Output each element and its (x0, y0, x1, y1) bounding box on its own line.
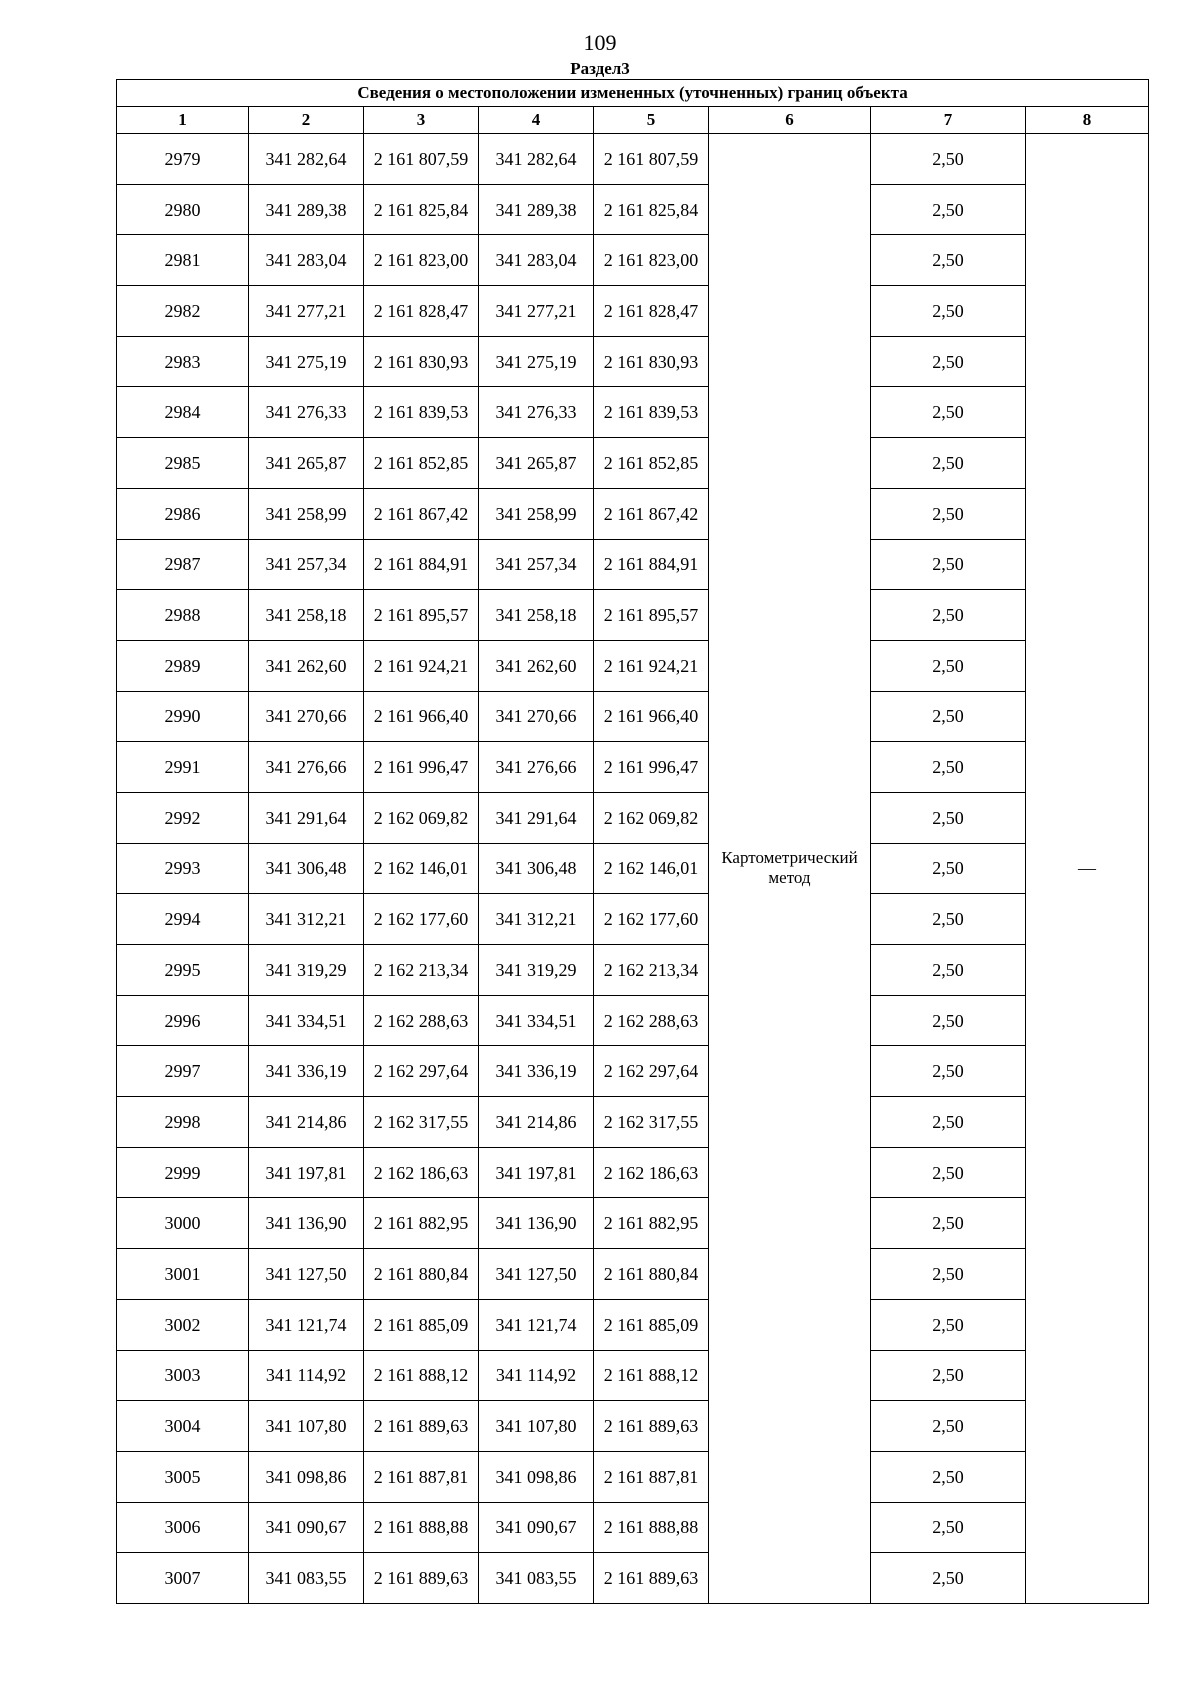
accuracy-cell: 2,50 (871, 894, 1026, 945)
accuracy-cell: 2,50 (871, 286, 1026, 337)
x-coordinate-cell: 341 262,60 (249, 640, 364, 691)
x-coordinate-cell: 341 291,64 (479, 792, 594, 843)
y-coordinate-cell: 2 161 888,12 (364, 1350, 479, 1401)
x-coordinate-cell: 341 277,21 (479, 286, 594, 337)
table-row (117, 1249, 1149, 1300)
table-row (117, 691, 1149, 742)
y-coordinate-cell: 2 162 186,63 (594, 1147, 709, 1198)
accuracy-cell: 2,50 (871, 995, 1026, 1046)
y-coordinate-cell: 2 162 069,82 (594, 792, 709, 843)
table-row (117, 1350, 1149, 1401)
x-coordinate-cell: 341 336,19 (249, 1046, 364, 1097)
accuracy-cell: 2,50 (871, 1299, 1026, 1350)
y-coordinate-cell: 2 161 924,21 (594, 640, 709, 691)
point-number-cell: 2985 (117, 438, 249, 489)
y-coordinate-cell: 2 161 887,81 (364, 1451, 479, 1502)
section-title: Раздел3 (570, 59, 630, 78)
y-coordinate-cell: 2 161 807,59 (364, 134, 479, 185)
table-row (117, 742, 1149, 793)
point-number-cell: 2982 (117, 286, 249, 337)
x-coordinate-cell: 341 289,38 (479, 184, 594, 235)
table-row (117, 539, 1149, 590)
y-coordinate-cell: 2 161 823,00 (364, 235, 479, 286)
table-title: Сведения о местоположении измененных (уточненных) границ объекта (117, 80, 1149, 107)
table-row (117, 945, 1149, 996)
accuracy-cell: 2,50 (871, 1147, 1026, 1198)
point-number-cell: 3004 (117, 1401, 249, 1452)
x-coordinate-cell: 341 114,92 (249, 1350, 364, 1401)
y-coordinate-cell: 2 161 996,47 (364, 742, 479, 793)
table-row (117, 792, 1149, 843)
x-coordinate-cell: 341 312,21 (479, 894, 594, 945)
y-coordinate-cell: 2 161 966,40 (364, 691, 479, 742)
point-number-cell: 2997 (117, 1046, 249, 1097)
accuracy-cell: 2,50 (871, 792, 1026, 843)
accuracy-cell: 2,50 (871, 235, 1026, 286)
x-coordinate-cell: 341 312,21 (249, 894, 364, 945)
y-coordinate-cell: 2 161 825,84 (594, 184, 709, 235)
x-coordinate-cell: 341 289,38 (249, 184, 364, 235)
table-row (117, 640, 1149, 691)
y-coordinate-cell: 2 161 852,85 (594, 438, 709, 489)
y-coordinate-cell: 2 162 317,55 (594, 1097, 709, 1148)
column-header: 4 (479, 107, 594, 134)
y-coordinate-cell: 2 161 825,84 (364, 184, 479, 235)
point-number-cell: 2981 (117, 235, 249, 286)
point-number-cell: 2995 (117, 945, 249, 996)
y-coordinate-cell: 2 161 888,12 (594, 1350, 709, 1401)
table-title-row (117, 80, 1149, 107)
y-coordinate-cell: 2 161 823,00 (594, 235, 709, 286)
x-coordinate-cell: 341 336,19 (479, 1046, 594, 1097)
table-row (117, 387, 1149, 438)
point-number-cell: 2991 (117, 742, 249, 793)
y-coordinate-cell: 2 161 885,09 (594, 1299, 709, 1350)
point-number-cell: 2987 (117, 539, 249, 590)
column-header: 6 (709, 107, 871, 134)
accuracy-cell: 2,50 (871, 1401, 1026, 1452)
x-coordinate-cell: 341 283,04 (249, 235, 364, 286)
x-coordinate-cell: 341 306,48 (479, 843, 594, 894)
column-header: 1 (117, 107, 249, 134)
y-coordinate-cell: 2 161 895,57 (594, 590, 709, 641)
y-coordinate-cell: 2 162 177,60 (594, 894, 709, 945)
y-coordinate-cell: 2 161 867,42 (364, 488, 479, 539)
accuracy-cell: 2,50 (871, 1249, 1026, 1300)
point-number-cell: 3000 (117, 1198, 249, 1249)
table-row (117, 843, 1149, 894)
y-coordinate-cell: 2 162 297,64 (594, 1046, 709, 1097)
y-coordinate-cell: 2 162 288,63 (364, 995, 479, 1046)
x-coordinate-cell: 341 334,51 (479, 995, 594, 1046)
x-coordinate-cell: 341 291,64 (249, 792, 364, 843)
x-coordinate-cell: 341 136,90 (249, 1198, 364, 1249)
accuracy-cell: 2,50 (871, 1350, 1026, 1401)
y-coordinate-cell: 2 161 839,53 (364, 387, 479, 438)
y-coordinate-cell: 2 161 828,47 (594, 286, 709, 337)
x-coordinate-cell: 341 090,67 (249, 1502, 364, 1553)
accuracy-cell: 2,50 (871, 438, 1026, 489)
x-coordinate-cell: 341 090,67 (479, 1502, 594, 1553)
x-coordinate-cell: 341 283,04 (479, 235, 594, 286)
table-body (117, 134, 1149, 1604)
point-number-cell: 3001 (117, 1249, 249, 1300)
accuracy-cell: 2,50 (871, 539, 1026, 590)
point-number-cell: 2996 (117, 995, 249, 1046)
table-row (117, 488, 1149, 539)
point-number-cell: 2989 (117, 640, 249, 691)
x-coordinate-cell: 341 306,48 (249, 843, 364, 894)
x-coordinate-cell: 341 270,66 (479, 691, 594, 742)
point-number-cell: 2980 (117, 184, 249, 235)
x-coordinate-cell: 341 197,81 (249, 1147, 364, 1198)
accuracy-cell: 2,50 (871, 590, 1026, 641)
x-coordinate-cell: 341 275,19 (249, 336, 364, 387)
x-coordinate-cell: 341 282,64 (249, 134, 364, 185)
table-row (117, 1502, 1149, 1553)
y-coordinate-cell: 2 162 317,55 (364, 1097, 479, 1148)
table-row (117, 336, 1149, 387)
x-coordinate-cell: 341 276,66 (249, 742, 364, 793)
point-number-cell: 2990 (117, 691, 249, 742)
y-coordinate-cell: 2 161 852,85 (364, 438, 479, 489)
y-coordinate-cell: 2 161 880,84 (594, 1249, 709, 1300)
x-coordinate-cell: 341 083,55 (479, 1553, 594, 1604)
x-coordinate-cell: 341 121,74 (479, 1299, 594, 1350)
y-coordinate-cell: 2 162 186,63 (364, 1147, 479, 1198)
y-coordinate-cell: 2 161 807,59 (594, 134, 709, 185)
point-number-cell: 3007 (117, 1553, 249, 1604)
x-coordinate-cell: 341 258,99 (249, 488, 364, 539)
table-row (117, 590, 1149, 641)
table-row (117, 1553, 1149, 1604)
column-header: 7 (871, 107, 1026, 134)
x-coordinate-cell: 341 257,34 (479, 539, 594, 590)
x-coordinate-cell: 341 127,50 (479, 1249, 594, 1300)
y-coordinate-cell: 2 161 895,57 (364, 590, 479, 641)
x-coordinate-cell: 341 083,55 (249, 1553, 364, 1604)
x-coordinate-cell: 341 214,86 (249, 1097, 364, 1148)
y-coordinate-cell: 2 161 889,63 (364, 1553, 479, 1604)
method-cell: Картометрический метод (709, 134, 871, 1604)
coordinates-table (116, 79, 1149, 1604)
table-row (117, 995, 1149, 1046)
accuracy-cell: 2,50 (871, 945, 1026, 996)
column-header-row (117, 107, 1149, 134)
table-row (117, 286, 1149, 337)
y-coordinate-cell: 2 161 889,63 (594, 1553, 709, 1604)
point-number-cell: 3005 (117, 1451, 249, 1502)
y-coordinate-cell: 2 162 146,01 (364, 843, 479, 894)
y-coordinate-cell: 2 161 839,53 (594, 387, 709, 438)
x-coordinate-cell: 341 276,66 (479, 742, 594, 793)
accuracy-cell: 2,50 (871, 1046, 1026, 1097)
x-coordinate-cell: 341 107,80 (479, 1401, 594, 1452)
x-coordinate-cell: 341 319,29 (249, 945, 364, 996)
point-number-cell: 2994 (117, 894, 249, 945)
y-coordinate-cell: 2 161 924,21 (364, 640, 479, 691)
table-row (117, 134, 1149, 185)
x-coordinate-cell: 341 114,92 (479, 1350, 594, 1401)
y-coordinate-cell: 2 162 177,60 (364, 894, 479, 945)
y-coordinate-cell: 2 162 297,64 (364, 1046, 479, 1097)
table-row (117, 235, 1149, 286)
accuracy-cell: 2,50 (871, 1451, 1026, 1502)
y-coordinate-cell: 2 161 885,09 (364, 1299, 479, 1350)
y-coordinate-cell: 2 161 828,47 (364, 286, 479, 337)
accuracy-cell: 2,50 (871, 488, 1026, 539)
point-number-cell: 3003 (117, 1350, 249, 1401)
x-coordinate-cell: 341 270,66 (249, 691, 364, 742)
accuracy-cell: 2,50 (871, 134, 1026, 185)
y-coordinate-cell: 2 161 888,88 (364, 1502, 479, 1553)
accuracy-cell: 2,50 (871, 184, 1026, 235)
point-number-cell: 2992 (117, 792, 249, 843)
page-number: 109 (583, 30, 617, 55)
y-coordinate-cell: 2 162 069,82 (364, 792, 479, 843)
x-coordinate-cell: 341 276,33 (479, 387, 594, 438)
column-header: 3 (364, 107, 479, 134)
x-coordinate-cell: 341 258,18 (249, 590, 364, 641)
x-coordinate-cell: 341 214,86 (479, 1097, 594, 1148)
column-header: 2 (249, 107, 364, 134)
point-number-cell: 2984 (117, 387, 249, 438)
y-coordinate-cell: 2 161 884,91 (594, 539, 709, 590)
table-row (117, 1299, 1149, 1350)
x-coordinate-cell: 341 258,18 (479, 590, 594, 641)
accuracy-cell: 2,50 (871, 843, 1026, 894)
y-coordinate-cell: 2 161 889,63 (594, 1401, 709, 1452)
point-number-cell: 2993 (117, 843, 249, 894)
x-coordinate-cell: 341 265,87 (479, 438, 594, 489)
y-coordinate-cell: 2 161 882,95 (364, 1198, 479, 1249)
table-row (117, 1147, 1149, 1198)
table-row (117, 1046, 1149, 1097)
table-row (117, 894, 1149, 945)
y-coordinate-cell: 2 161 887,81 (594, 1451, 709, 1502)
accuracy-cell: 2,50 (871, 1553, 1026, 1604)
y-coordinate-cell: 2 162 213,34 (364, 945, 479, 996)
x-coordinate-cell: 341 107,80 (249, 1401, 364, 1452)
accuracy-cell: 2,50 (871, 691, 1026, 742)
point-number-cell: 2983 (117, 336, 249, 387)
point-number-cell: 2979 (117, 134, 249, 185)
table-row (117, 438, 1149, 489)
accuracy-cell: 2,50 (871, 1198, 1026, 1249)
x-coordinate-cell: 341 277,21 (249, 286, 364, 337)
table-row (117, 184, 1149, 235)
y-coordinate-cell: 2 161 966,40 (594, 691, 709, 742)
x-coordinate-cell: 341 276,33 (249, 387, 364, 438)
x-coordinate-cell: 341 334,51 (249, 995, 364, 1046)
point-number-cell: 2988 (117, 590, 249, 641)
table-row (117, 1401, 1149, 1452)
x-coordinate-cell: 341 098,86 (249, 1451, 364, 1502)
point-number-cell: 2998 (117, 1097, 249, 1148)
x-coordinate-cell: 341 197,81 (479, 1147, 594, 1198)
x-coordinate-cell: 341 127,50 (249, 1249, 364, 1300)
accuracy-cell: 2,50 (871, 640, 1026, 691)
y-coordinate-cell: 2 162 146,01 (594, 843, 709, 894)
x-coordinate-cell: 341 121,74 (249, 1299, 364, 1350)
y-coordinate-cell: 2 161 889,63 (364, 1401, 479, 1452)
point-number-cell: 2999 (117, 1147, 249, 1198)
y-coordinate-cell: 2 161 996,47 (594, 742, 709, 793)
x-coordinate-cell: 341 282,64 (479, 134, 594, 185)
y-coordinate-cell: 2 162 288,63 (594, 995, 709, 1046)
point-number-cell: 3006 (117, 1502, 249, 1553)
y-coordinate-cell: 2 161 830,93 (594, 336, 709, 387)
x-coordinate-cell: 341 265,87 (249, 438, 364, 489)
table-row (117, 1097, 1149, 1148)
y-coordinate-cell: 2 161 888,88 (594, 1502, 709, 1553)
accuracy-cell: 2,50 (871, 1097, 1026, 1148)
y-coordinate-cell: 2 162 213,34 (594, 945, 709, 996)
x-coordinate-cell: 341 319,29 (479, 945, 594, 996)
y-coordinate-cell: 2 161 867,42 (594, 488, 709, 539)
y-coordinate-cell: 2 161 830,93 (364, 336, 479, 387)
point-number-cell: 3002 (117, 1299, 249, 1350)
x-coordinate-cell: 341 257,34 (249, 539, 364, 590)
y-coordinate-cell: 2 161 884,91 (364, 539, 479, 590)
accuracy-cell: 2,50 (871, 336, 1026, 387)
y-coordinate-cell: 2 161 880,84 (364, 1249, 479, 1300)
x-coordinate-cell: 341 098,86 (479, 1451, 594, 1502)
x-coordinate-cell: 341 275,19 (479, 336, 594, 387)
x-coordinate-cell: 341 136,90 (479, 1198, 594, 1249)
point-number-cell: 2986 (117, 488, 249, 539)
accuracy-cell: 2,50 (871, 742, 1026, 793)
x-coordinate-cell: 341 258,99 (479, 488, 594, 539)
table-row (117, 1198, 1149, 1249)
accuracy-cell: 2,50 (871, 387, 1026, 438)
x-coordinate-cell: 341 262,60 (479, 640, 594, 691)
y-coordinate-cell: 2 161 882,95 (594, 1198, 709, 1249)
column-header: 8 (1026, 107, 1149, 134)
column-header: 5 (594, 107, 709, 134)
accuracy-cell: 2,50 (871, 1502, 1026, 1553)
note-cell: — (1026, 134, 1149, 1604)
table-row (117, 1451, 1149, 1502)
